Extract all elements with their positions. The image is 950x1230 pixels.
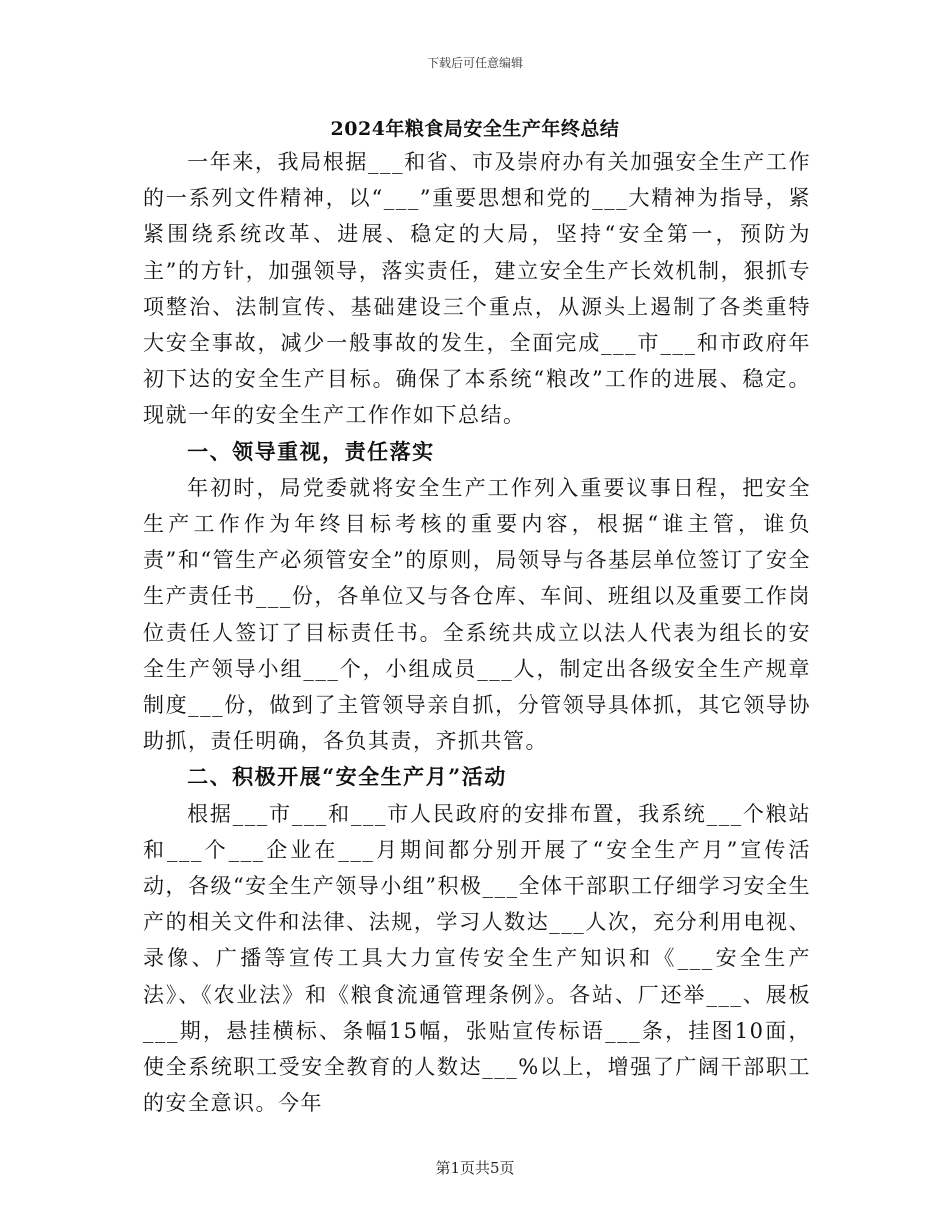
header-note: 下载后可任意编辑: [426, 56, 523, 70]
paragraph-intro: 一年来，我局根据___和省、市及崇府办有关加强安全生产工作的一系列文件精神，以“___”重要思想和党的___大精神为指导，紧紧围绕系统改革、进展、稳定的大局，坚持“安全第一，预防为主”的方针，加强领导，落实责任，建立安全生产长效机制，狠抓专项整治、法制宣传、基础建设三个重点，从源头上遏制了各类重特大安全事故，减少一般事故的发生，全面完成___市___和市政府年初下达的安全生产目标。确保了本系统“粮改”工作的进展、稳定。现就一年的安全生产工作作如下总结。: [143, 150, 811, 428]
page-footer: 第1页共5页: [435, 1159, 515, 1177]
paragraph-section-1: 年初时，局党委就将安全生产工作列入重要议事日程，把安全生产工作作为年终目标考核的重要内容，根据“谁主管，谁负责”和“管生产必须管安全”的原则，局领导与各基层单位签订了安全生产责任书___份，各单位又与各仓库、车间、班组以及重要工作岗位责任人签订了目标责任书。全系统共成立以法人代表为组长的安全生产领导小组___个，小组成员___人，制定出各级安全生产规章制度___份，做到了主管领导亲自抓，分管领导具体抓，其它领导协助抓，责任明确，各负其责，齐抓共管。: [143, 475, 811, 754]
paragraph-section-2: 根据___市___和___市人民政府的安排布置，我系统___个粮站和___个___企业在___月期间都分别开展了“安全生产月”宣传活动，各级“安全生产领导小组”积极___全体干部职工仔细学习安全生产的相关文件和法律、法规，学习人数达___人次，充分利用电视、录像、广播等宣传工具大力宣传安全生产知识和《___安全生产法》、《农业法》和《粮食流通管理条例》。各站、厂还举___、展板___期，悬挂横标、条幅15幅，张贴宣传标语___条，挂图10面，使全系统职工受安全教育的人数达___%以上，增强了广阔干部职工的安全意识。今年: [143, 801, 811, 1116]
document-body: [143, 144, 811, 1121]
section-heading-1: 一、领导重视，责任落实: [187, 438, 435, 464]
document-title: 2024年粮食局安全生产年终总结: [330, 118, 620, 140]
section-heading-2: 二、积极开展“安全生产月”活动: [187, 764, 507, 790]
